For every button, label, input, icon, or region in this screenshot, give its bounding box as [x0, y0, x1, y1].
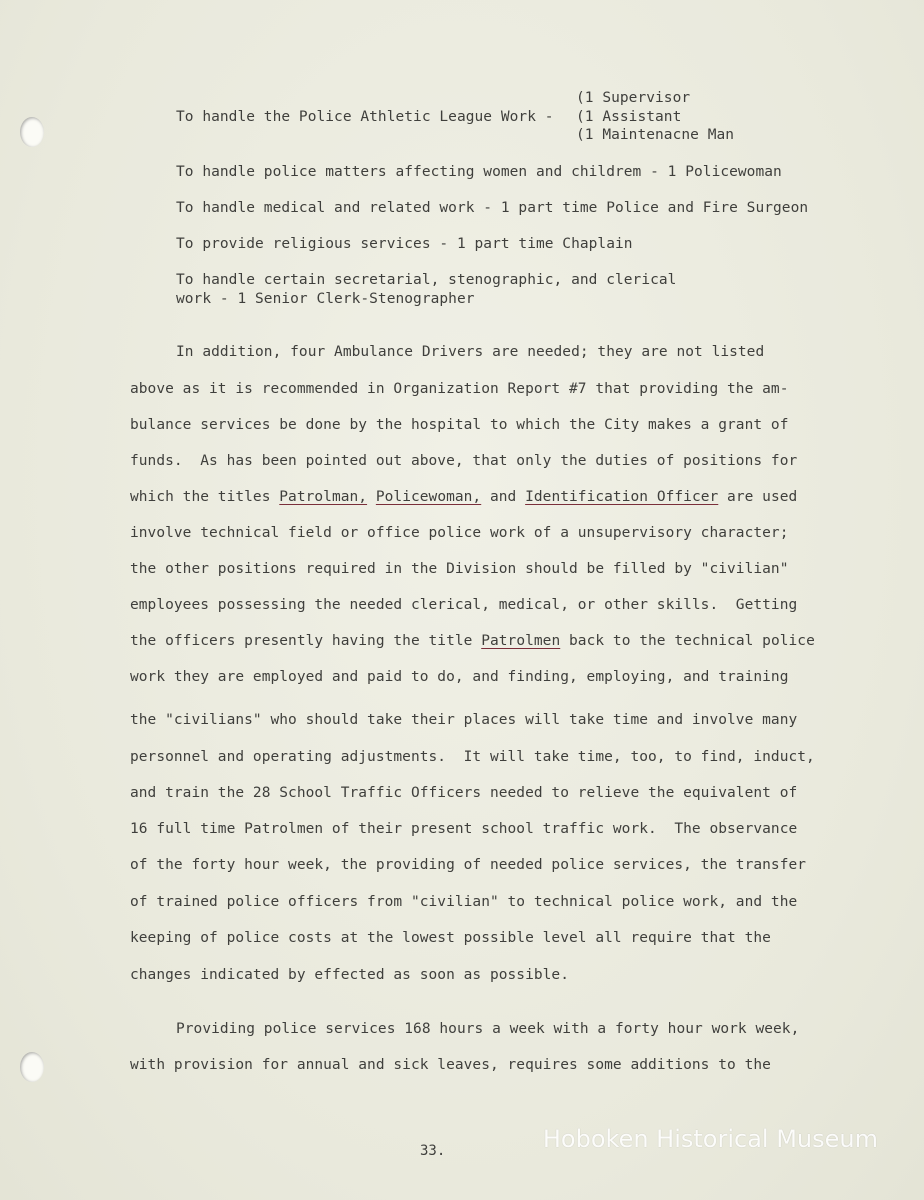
athletic-league-label: To handle the Police Athletic League Work -	[176, 109, 563, 125]
para1-line-18: changes indicated by effected as soon as possible.	[130, 967, 569, 983]
para1-line-11: the "civilians" who should take their places will take time and involve many	[130, 712, 798, 728]
para1-line-3: bulance services be done by the hospital to which the City makes a grant of	[130, 417, 789, 433]
para2-line-1: Providing police services 168 hours a week with a forty hour work week,	[176, 1021, 800, 1037]
para1-line-13: and train the 28 School Traffic Officers needed to relieve the equivalent of	[130, 785, 798, 801]
para1-line-5-sep	[367, 489, 376, 505]
para1-line-7: the other positions required in the Division should be filled by "civilian"	[130, 561, 789, 577]
title-patrolman: Patrolman,	[279, 489, 368, 505]
punch-hole-bottom	[20, 1052, 44, 1082]
para1-line-14: 16 full time Patrolmen of their present school traffic work. The observance	[130, 821, 798, 837]
para1-line-1: In addition, four Ambulance Drivers are needed; they are not listed	[176, 344, 765, 360]
watermark: Hoboken Historical Museum	[542, 1125, 878, 1153]
para1-line-10: work they are employed and paid to do, and finding, employing, and training	[130, 669, 789, 685]
secretarial-line-1: To handle certain secretarial, stenographic, and clerical	[176, 272, 677, 288]
para2-line-2: with provision for annual and sick leaves, requires some additions to the	[130, 1057, 771, 1073]
para1-line-8: employees possessing the needed clerical, medical, or other skills. Getting	[130, 597, 798, 613]
para1-line-17: keeping of police costs at the lowest possible level all require that the	[130, 930, 771, 946]
secretarial-line-2: work - 1 Senior Clerk-Stenographer	[176, 291, 475, 307]
para1-line-12: personnel and operating adjustments. It will take time, too, to find, induct,	[130, 749, 815, 765]
para1-line-9-start: the officers presently having the title	[130, 633, 482, 649]
para1-line-9	[130, 633, 815, 649]
title-patrolmen: Patrolmen	[481, 633, 561, 649]
para1-line-16: of trained police officers from "civilian" to technical police work, and the	[130, 894, 798, 910]
para1-line-5-and: and	[481, 489, 526, 505]
medical-line: To handle medical and related work - 1 part time Police and Fire Surgeon	[176, 200, 809, 216]
para1-line-9-end: back to the technical police	[560, 633, 815, 649]
staff-supervisor: (1 Supervisor	[576, 90, 691, 106]
punch-hole-top	[20, 117, 44, 147]
para1-line-15: of the forty hour week, the providing of needed police services, the transfer	[130, 857, 807, 873]
para1-line-2: above as it is recommended in Organization Report #7 that providing the am-	[130, 381, 789, 397]
para1-line-5-end: are used	[718, 489, 798, 505]
para1-line-5	[130, 489, 797, 505]
title-policewoman: Policewoman,	[375, 489, 482, 505]
staff-maintenance: (1 Maintenacne Man	[576, 127, 735, 143]
title-identification-officer: Identification Officer	[525, 489, 719, 505]
para1-line-5-start: which the titles	[130, 489, 280, 505]
para1-line-4: funds. As has been pointed out above, that only the duties of positions for	[130, 453, 798, 469]
page-number: 33.	[420, 1143, 446, 1159]
staff-assistant: (1 Assistant	[576, 109, 682, 125]
para1-line-6: involve technical field or office police work of a unsupervisory character;	[130, 525, 789, 541]
religious-line: To provide religious services - 1 part time Chaplain	[176, 236, 633, 252]
women-children-line: To handle police matters affecting women and childrem - 1 Policewoman	[176, 164, 782, 180]
